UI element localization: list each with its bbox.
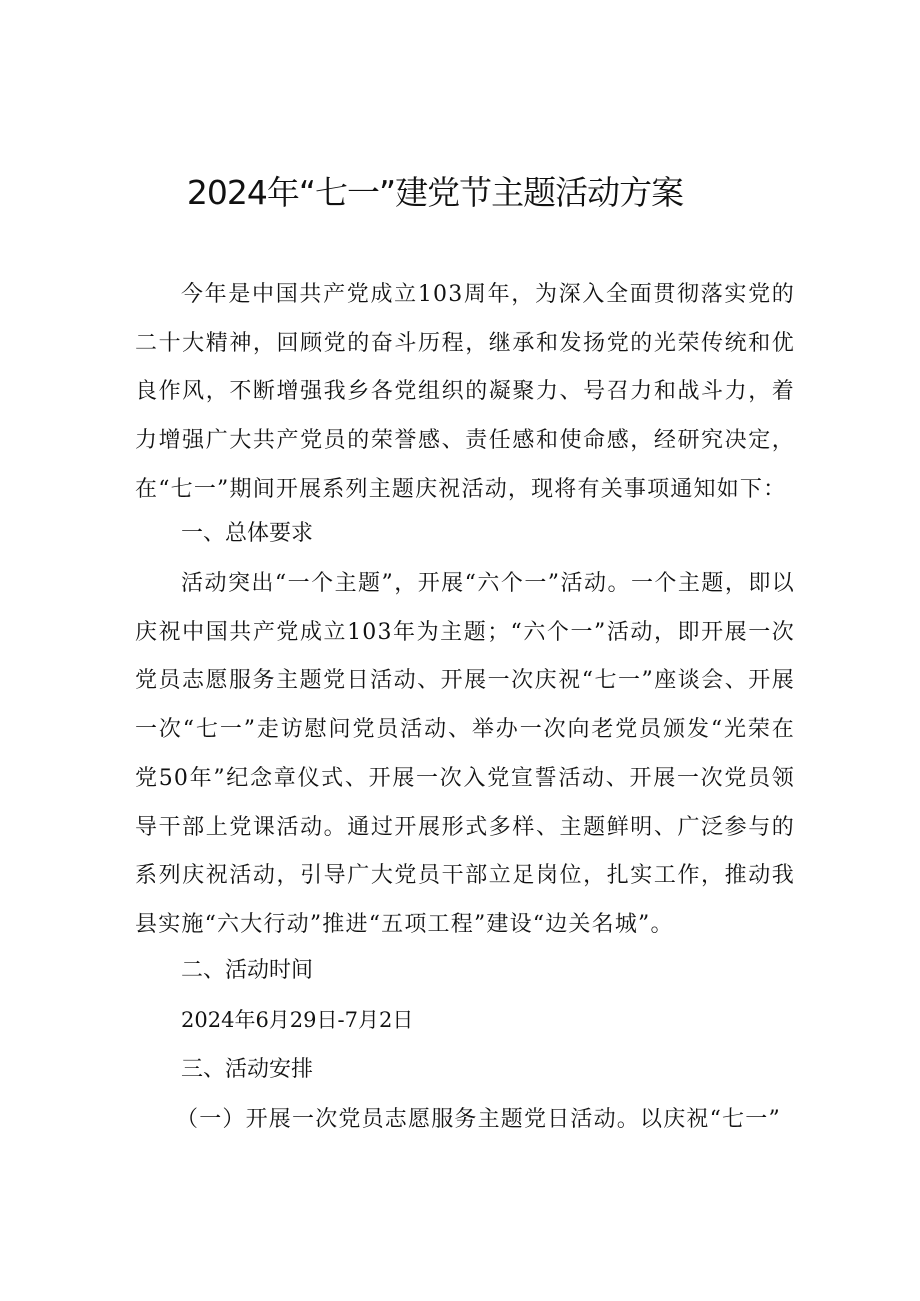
document-title: 2024年“七一”建党节主题活动方案 xyxy=(186,173,684,212)
section-heading-requirements: 一、总体要求 xyxy=(181,521,314,546)
requirements-paragraph: 活动突出“一个主题”，开展“六个一”活动。一个主题，即以庆祝中国共产党成立103年为主题；“六个一”活动，即开展一次党员志愿服务主题党日活动、开展一次庆祝“七一”座谈会、开展一次“七一”走访慰问党员活动、举办一次向老党员颁发“光荣在党50年”纪念章仪式、开展一次入党宣誓活动、开展一次党员领导干部上党课活动。通过开展形式多样、主题鲜明、广泛参与的系列庆祝活动，引导广大党员干部立足岗位，扎实工作，推动我县实施“六大行动”推进“五项工程”建设“边关名城”。 xyxy=(135,571,795,937)
intro-paragraph: 今年是中国共产党成立103周年，为深入全面贯彻落实党的二十大精神，回顾党的奋斗历程，继承和发扬党的光荣传统和优良作风，不断增强我乡各党组织的凝聚力、号召力和战斗力，着力增强广大共产党员的荣誉感、责任感和使命感，经研究决定，在“七一”期间开展系列主题庆祝活动，现将有关事项通知如下： xyxy=(135,282,795,502)
arrangement-item-1: （一）开展一次党员志愿服务主题党日活动。以庆祝“七一” xyxy=(176,1107,781,1132)
section-heading-time: 二、活动时间 xyxy=(181,958,314,983)
activity-date: 2024年6月29日-7月2日 xyxy=(181,1008,414,1032)
section-heading-arrangement: 三、活动安排 xyxy=(181,1057,314,1082)
